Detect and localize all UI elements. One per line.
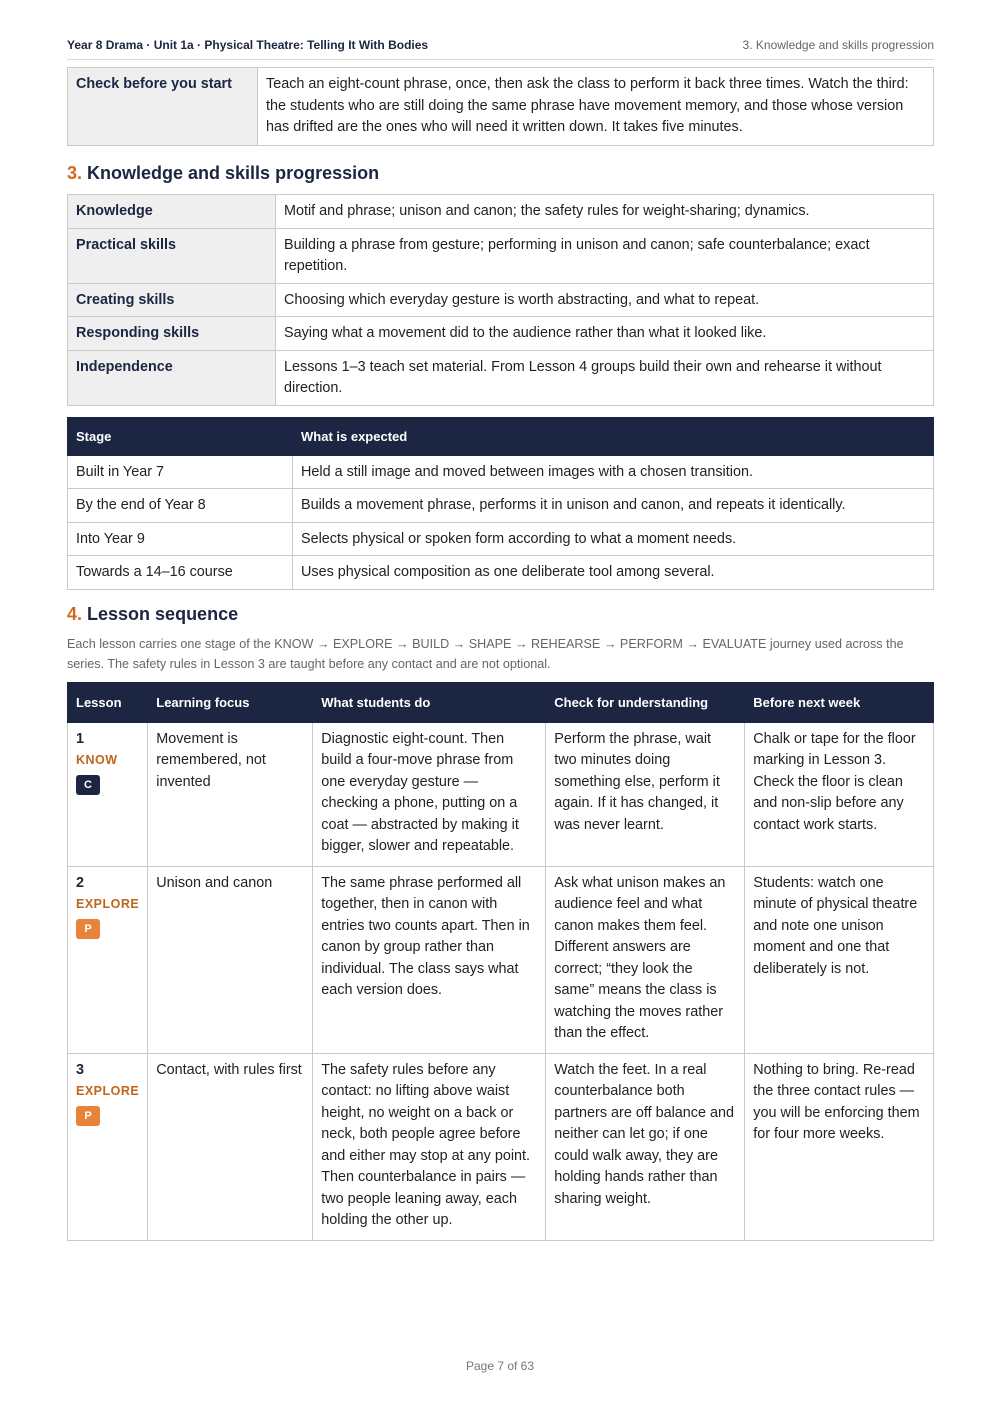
table-row (68, 866, 934, 1053)
header-section-title: 3. Knowledge and skills progression (742, 38, 934, 52)
activity-cell: The safety rules before any contact: no lifting above waist height, no weight on a back or neck, both people agree before and either may stop at any point. Then counterbalance in pairs — two people leaning away, each holding the other up. (313, 1053, 546, 1240)
stage-cell: Into Year 9 (68, 522, 293, 556)
lesson-sequence-table (67, 682, 934, 1241)
lesson-number: 3 (76, 1061, 85, 1078)
knowledge-skills-table (67, 194, 934, 406)
table-row (68, 350, 934, 405)
table-row (68, 195, 934, 229)
stage-cell: Built in Year 7 (68, 455, 293, 489)
stage-progression-table (67, 417, 934, 590)
lesson-stage: EXPLORE (76, 897, 140, 911)
row-text: Saying what a movement did to the audience rather than what it looked like. (276, 317, 934, 351)
expected-cell: Uses physical composition as one deliberate tool among several. (293, 556, 934, 590)
column-header: What students do (313, 683, 546, 723)
header-unit-title: Year 8 Drama · Unit 1a · Physical Theatre: Telling It With Bodies (67, 38, 429, 52)
row-label: Knowledge (68, 195, 276, 229)
homework-cell: Chalk or tape for the floor marking in Lesson 3. Check the floor is clean and non-slip before any contact work starts. (745, 722, 934, 866)
homework-cell: Nothing to bring. Re-read the three contact rules — you will be enforcing them for four more weeks. (745, 1053, 934, 1240)
running-header (67, 38, 934, 60)
section-heading-3 (67, 163, 379, 184)
column-header: Before next week (745, 683, 934, 723)
lesson-cell (68, 722, 148, 866)
homework-cell: Students: watch one minute of physical theatre and note one unison moment and one that deliberately is not. (745, 866, 934, 1053)
expected-cell: Held a still image and moved between images with a chosen transition. (293, 455, 934, 489)
row-label: Practical skills (68, 228, 276, 283)
table-row (68, 455, 934, 489)
row-text: Lessons 1–3 teach set material. From Lesson 4 groups build their own and rehearse it without direction. (276, 350, 934, 405)
row-text: Motif and phrase; unison and canon; the safety rules for weight-sharing; dynamics. (276, 195, 934, 229)
table-row (68, 489, 934, 523)
focus-cell: Movement is remembered, not invented (148, 722, 313, 866)
lesson-cell (68, 1053, 148, 1240)
table-row (68, 68, 934, 146)
row-label: Creating skills (68, 283, 276, 317)
check-cell: Ask what unison makes an audience feel and what canon makes them feel. Different answers are correct; “they look the same” means the class is watching the moves rather than the effect. (546, 866, 745, 1053)
section-number: 3. (67, 163, 83, 183)
lesson-type-badge: P (76, 919, 100, 939)
check-text: Teach an eight-count phrase, once, then ask the class to perform it back three times. Watch the third: the students who are still doing the same phrase have movement memory, and those whose version has drifted are the ones who will need it written down. It takes five minutes. (258, 68, 934, 146)
section-heading-4 (67, 604, 238, 625)
table-header-row (68, 418, 934, 456)
column-header: Lesson (68, 683, 148, 723)
table-row (68, 556, 934, 590)
lesson-stage: EXPLORE (76, 1084, 140, 1098)
section-title: Knowledge and skills progression (87, 163, 380, 183)
section-intro: Each lesson carries one stage of the KNOW → EXPLORE → BUILD → SHAPE → REHEARSE → PERFORM → EVALUATE journey used across the series. The safety rules in Lesson 3 are taught before any contact and are not optional. (67, 637, 904, 671)
activity-cell: Diagnostic eight-count. Then build a four-move phrase from one everyday gesture — checking a phone, putting on a coat — abstracted by making it bigger, slower and repeatable. (313, 722, 546, 866)
check-cell: Watch the feet. In a real counterbalance both partners are off balance and neither can let go; if one could walk away, they are holding hands rather than sharing weight. (546, 1053, 745, 1240)
lesson-type-badge: C (76, 775, 100, 795)
expected-cell: Builds a movement phrase, performs it in unison and canon, and repeats it identically. (293, 489, 934, 523)
section-number: 4. (67, 604, 83, 624)
check-cell: Perform the phrase, wait two minutes doing something else, perform it again. If it has changed, it was never learnt. (546, 722, 745, 866)
row-label: Responding skills (68, 317, 276, 351)
table-row (68, 283, 934, 317)
table-row (68, 1053, 934, 1240)
focus-cell: Contact, with rules first (148, 1053, 313, 1240)
row-label: Independence (68, 350, 276, 405)
check-label: Check before you start (68, 68, 258, 146)
table-row (68, 722, 934, 866)
page-number: Page 7 of 63 (465, 1359, 535, 1373)
lesson-cell (68, 866, 148, 1053)
table-row (68, 522, 934, 556)
table-row (68, 317, 934, 351)
column-header: Check for understanding (546, 683, 745, 723)
column-header: Learning focus (148, 683, 313, 723)
row-text: Choosing which everyday gesture is worth abstracting, and what to repeat. (276, 283, 934, 317)
table-row (68, 228, 934, 283)
focus-cell: Unison and canon (148, 866, 313, 1053)
stage-cell: Towards a 14–16 course (68, 556, 293, 590)
lesson-type-badge: P (76, 1106, 100, 1126)
stage-cell: By the end of Year 8 (68, 489, 293, 523)
lesson-number: 2 (76, 874, 85, 891)
check-before-start-table (67, 67, 934, 146)
column-header: What is expected (293, 418, 934, 456)
section-title: Lesson sequence (87, 604, 239, 624)
lesson-stage: KNOW (76, 753, 118, 767)
row-text: Building a phrase from gesture; performing in unison and canon; safe counterbalance; exact repetition. (276, 228, 934, 283)
lesson-number: 1 (76, 730, 85, 747)
expected-cell: Selects physical or spoken form according to what a moment needs. (293, 522, 934, 556)
table-header-row (68, 683, 934, 723)
column-header: Stage (68, 418, 293, 456)
activity-cell: The same phrase performed all together, then in canon with entries two counts apart. Then in canon by group rather than individual. The class says what each version does. (313, 866, 546, 1053)
